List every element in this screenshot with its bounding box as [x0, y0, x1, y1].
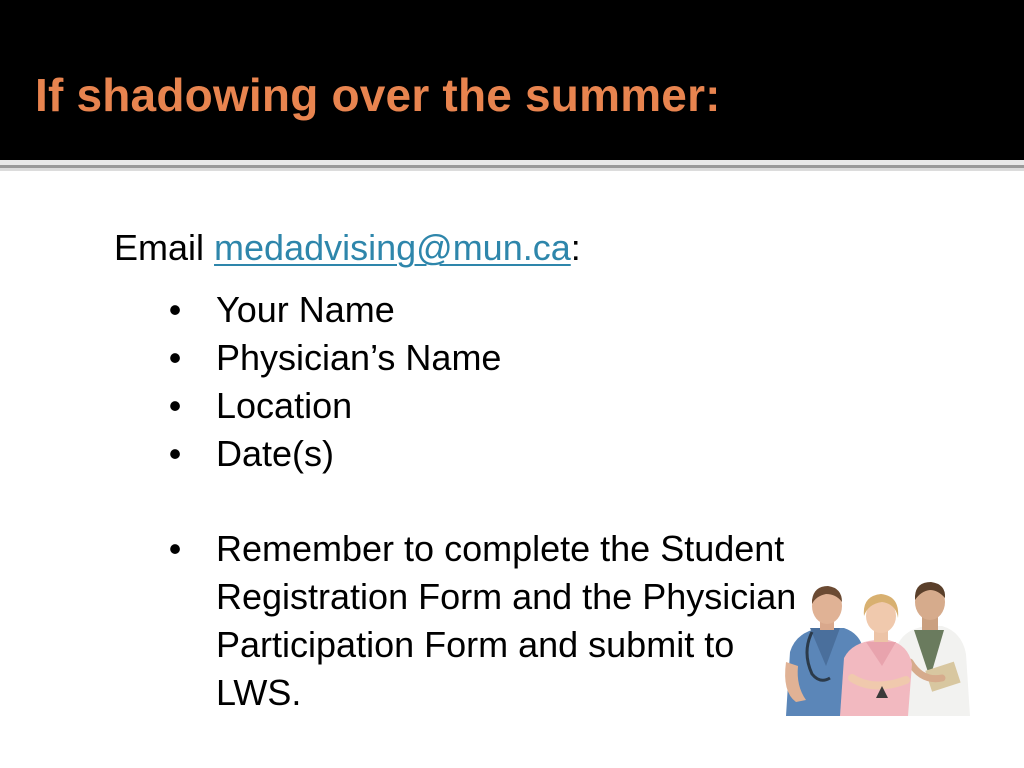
title-divider-light [0, 168, 1024, 171]
bullet-icon: • [168, 337, 182, 378]
bullet-icon: • [168, 528, 182, 569]
reminder-line: LWS. [216, 672, 302, 713]
reminder-line: Remember to complete the Student [216, 528, 785, 569]
list-item-text: Date(s) [216, 433, 335, 474]
nurse-center-figure [840, 594, 912, 716]
reminder-line: Registration Form and the Physician [216, 576, 797, 617]
list-item-text: Physician’s Name [216, 337, 502, 378]
reminder-line: Participation Form and submit to [216, 624, 735, 665]
medical-staff-photo [782, 582, 970, 716]
list-item-text: Your Name [216, 289, 395, 330]
email-prefix: Email [114, 227, 215, 268]
bullet-icon: • [168, 289, 182, 330]
email-line [114, 224, 581, 272]
email-suffix: : [570, 227, 581, 268]
title-bar [0, 0, 1024, 160]
bullet-icon: • [168, 385, 182, 426]
bullet-icon: • [168, 433, 182, 474]
list-item-text: Location [216, 385, 353, 426]
email-link[interactable]: medadvising@mun.ca [214, 227, 571, 268]
slide-title: If shadowing over the summer: [35, 69, 721, 121]
